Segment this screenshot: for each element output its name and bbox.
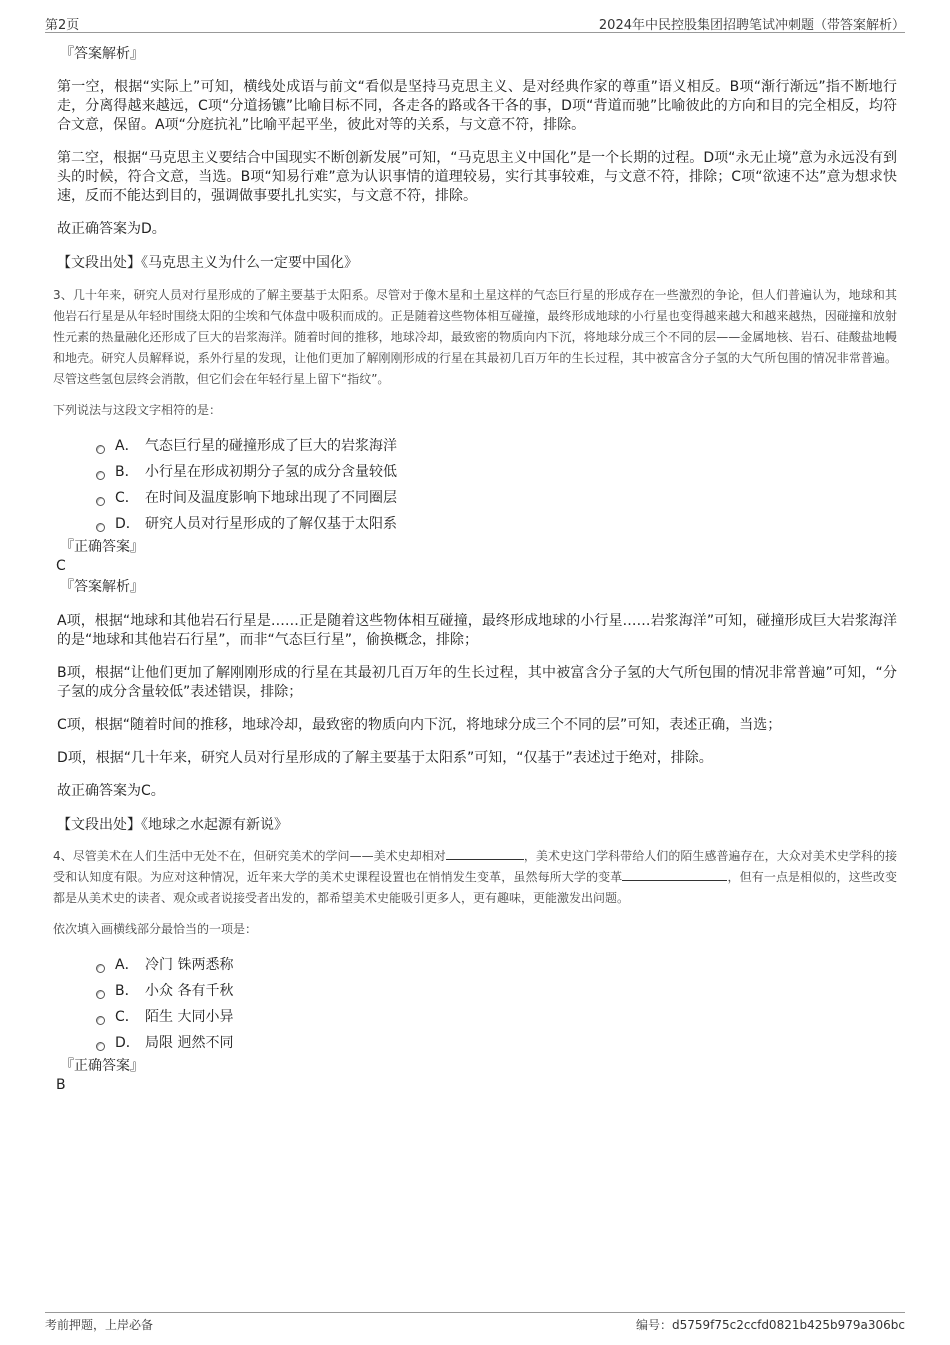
option-a[interactable]: A． 冷门 铢两悉称: [96, 952, 897, 978]
analysis-paragraph: B项，根据“让他们更加了解刚刚形成的行星在其最初几百万年的生长过程，其中被富含分子氢的大气所包围的情况非常普遍”可知，“分子氢的成分含量较低”表述错误，排除；: [57, 665, 897, 700]
question-text: 3、几十年来，研究人员对行星形成的了解主要基于太阳系。尽管对于像木星和土星这样的气态巨行星的形成存在一些激烈的争论，但人们普遍认为，地球和其他岩石行星是从年轻时围绕太阳的尘埃和气体盘中吸积而成的。正是随着这些物体相互碰撞，最终形成地球的小行星也变得越来越大和越来越热，因碰撞和放射性元素的热量融化还形成了巨大的岩浆海洋。随着时间的推移，地球冷却，最致密的物质向内下沉，将地球分成三个不同的层——金属地核、岩石、硅酸盐地幔和地壳。研究人员解释说，系外行星的发现，让他们更加了解刚刚形成的行星在其最初几百万年的生长过程，其中被富含分子氢的大气所包围的情况非常普遍。尽管这些氢包层终会消散，但它们会在年轻行星上留下“指纹”。: [53, 288, 897, 386]
fill-blank: [446, 849, 524, 860]
page-header: [45, 12, 905, 33]
question-text: 4、尽管美术在人们生活中无处不在，但研究美术的学问——美术史却相对 ，美术史这门学科带给人们的陌生感普遍存在，大众对美术史学科的接受和认知度有限。为应对这种情况，近年来大学的美术史课程设置也在悄悄发生变革，虽然每所大学的变革 ，但有一点是相似的，这些改变都是从美术史的读者、观众或者说接受者出发的，都希望美术史能吸引更多人，更有趣味，更能激发出问题。: [53, 849, 897, 905]
option-list: [57, 952, 897, 1056]
document-content: [53, 44, 897, 1094]
correct-answer: C: [56, 558, 66, 574]
option-b[interactable]: B． 小行星在形成初期分子氢的成分含量较低: [96, 459, 897, 485]
correct-answer: B: [56, 1077, 66, 1093]
analysis-paragraph: 第一空，根据“实际上”可知，横线处成语与前文“看似是坚持马克思主义、是对经典作家的尊重”语义相反。B项“渐行渐远”指不断地行走，分离得越来越远，C项“分道扬镳”比喻目标不同，各走各的路或各干各的事，D项“背道而驰”比喻彼此的方向和目的完全相反，均符合文意，保留。A项“分庭抗礼”比喻平起平坐，彼此对等的关系，与文意不符，排除。: [57, 79, 897, 133]
radio-icon[interactable]: [96, 523, 105, 532]
option-b[interactable]: B． 小众 各有千秋: [96, 978, 897, 1004]
radio-icon[interactable]: [96, 990, 105, 999]
analysis-paragraph: C项，根据“随着时间的推移，地球冷却，最致密的物质向内下沉，将地球分成三个不同的层”可知，表述正确，当选；: [57, 717, 782, 733]
source-citation: 【文段出处】《地球之水起源有新说》: [57, 817, 288, 833]
correct-answer-label: 『正确答案』: [60, 1058, 144, 1074]
analysis-label: 『答案解析』: [60, 46, 144, 62]
option-d[interactable]: D． 局限 迥然不同: [96, 1030, 897, 1056]
fill-blank: [622, 870, 727, 881]
radio-icon[interactable]: [96, 1016, 105, 1025]
footer-slogan: 考前押题，上岸必备: [45, 1318, 154, 1332]
option-list: [57, 433, 897, 537]
document-id: 编号：d5759f75c2ccfd0821b425b979a306bc: [636, 1318, 905, 1332]
option-a[interactable]: A． 气态巨行星的碰撞形成了巨大的岩浆海洋: [96, 433, 897, 459]
source-citation: 【文段出处】《马克思主义为什么一定要中国化》: [57, 255, 358, 271]
radio-icon[interactable]: [96, 471, 105, 480]
page-footer: [45, 1312, 905, 1333]
radio-icon[interactable]: [96, 964, 105, 973]
question-prompt: 下列说法与这段文字相符的是：: [53, 403, 222, 417]
radio-icon[interactable]: [96, 497, 105, 506]
correct-answer-label: 『正确答案』: [60, 539, 144, 555]
option-c[interactable]: C． 在时间及温度影响下地球出现了不同圈层: [96, 485, 897, 511]
answer-conclusion: 故正确答案为D。: [57, 221, 166, 237]
document-title: 2024年中民控股集团招聘笔试冲刺题（带答案解析）: [598, 18, 905, 33]
analysis-paragraph: 第二空，根据“马克思主义要结合中国现实不断创新发展”可知，“马克思主义中国化”是一个长期的过程。D项“永无止境”意为永远没有到头的时候，符合文意，当选。B项“知易行难”意为认识事情的道理较易，实行其事较难，与文意不符，排除；C项“欲速不达”意为想求快速，反而不能达到目的，强调做事要扎扎实实，与文意不符，排除。: [57, 150, 897, 204]
radio-icon[interactable]: [96, 1042, 105, 1051]
answer-conclusion: 故正确答案为C。: [57, 783, 165, 799]
analysis-label: 『答案解析』: [60, 579, 144, 595]
analysis-paragraph: A项，根据“地球和其他岩石行星是……正是随着这些物体相互碰撞，最终形成地球的小行星……岩浆海洋”可知，碰撞形成巨大岩浆海洋的是“地球和其他岩石行星”，而非“气态巨行星”，偷换概念，排除；: [57, 613, 897, 648]
option-c[interactable]: C． 陌生 大同小异: [96, 1004, 897, 1030]
analysis-paragraph: D项，根据“几十年来，研究人员对行星形成的了解主要基于太阳系”可知，“仅基于”表述过于绝对，排除。: [57, 750, 713, 766]
radio-icon[interactable]: [96, 445, 105, 454]
option-d[interactable]: D． 研究人员对行星形成的了解仅基于太阳系: [96, 511, 897, 537]
question-prompt: 依次填入画横线部分最恰当的一项是：: [53, 922, 258, 936]
page-number: 第2页: [45, 18, 80, 33]
